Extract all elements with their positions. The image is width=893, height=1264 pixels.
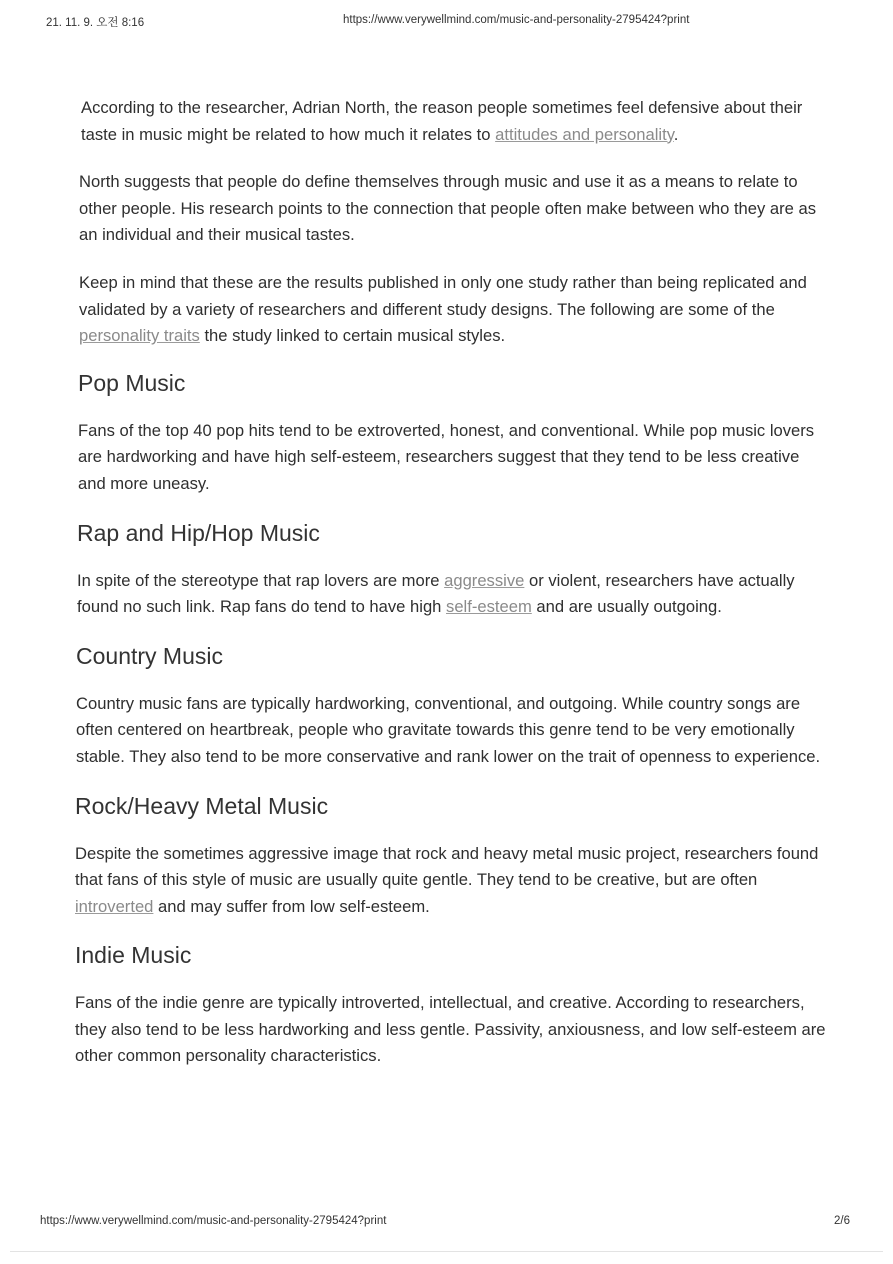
rock-music-paragraph [75, 841, 829, 921]
intro-paragraph-1 [81, 95, 829, 148]
heading-indie-music: Indie Music [75, 942, 192, 969]
paragraph-text: and are usually outgoing. [531, 597, 722, 617]
print-date: 21. 11. 9. 오전 8:16 [46, 17, 145, 29]
article-content [75, 95, 829, 1070]
rap-music-paragraph [77, 568, 829, 621]
heading-pop-music: Pop Music [78, 369, 186, 396]
print-header [0, 14, 893, 32]
intro-paragraph-2: North suggests that people do define themselves through music and use it as a means to relate to other people. His research points to the connection that people often make between who they are as an individual and their musical tastes. [79, 172, 817, 245]
paragraph-text: Keep in mind that these are the results published in only one study rather than being replicated and validated by a variety of researchers and different study designs. The following are some of the [79, 272, 807, 319]
print-header-url: https://www.verywellmind.com/music-and-personality-2795424?print [343, 14, 690, 26]
paragraph-text: and may suffer from low self-esteem. [153, 896, 430, 916]
paragraph-text: According to the researcher, Adrian North, the reason people sometimes feel defensive about their taste in music might be related to how much it relates to [81, 98, 803, 144]
page-bottom-divider [10, 1251, 883, 1252]
print-footer [0, 1215, 893, 1231]
print-footer-url: https://www.verywellmind.com/music-and-personality-2795424?print [40, 1215, 387, 1227]
page-number: 2/6 [834, 1215, 850, 1227]
paragraph-text: the study linked to certain musical styles. [199, 326, 506, 346]
link-attitudes-and-personality[interactable]: attitudes and personality [495, 124, 674, 144]
country-music-paragraph: Country music fans are typically hardworking, conventional, and outgoing. While country songs are often centered on heartbreak, people who gravitate towards this genre tend to be very emotionally stable. They also tend to be more conservative and rank lower on the trait of openness to experience. [76, 693, 821, 766]
heading-rap-hiphop-music: Rap and Hip/Hop Music [77, 519, 320, 546]
pop-music-paragraph: Fans of the top 40 pop hits tend to be extroverted, honest, and conventional. While pop music lovers are hardworking and have high self-esteem, researchers suggest that they tend to be less creative and more uneasy. [78, 420, 815, 493]
link-aggressive[interactable]: aggressive [444, 570, 525, 590]
paragraph-text: Despite the sometimes aggressive image that rock and heavy metal music project, researchers found that fans of this style of music are usually quite gentle. They tend to be creative, but are often [75, 843, 819, 890]
heading-country-music: Country Music [76, 642, 223, 669]
intro-paragraph-3 [79, 270, 829, 350]
paragraph-text: or violent, researchers have actually found no such link. Rap fans do tend to have high [77, 570, 795, 617]
indie-music-paragraph: Fans of the indie genre are typically introverted, intellectual, and creative. According to researchers, they also tend to be less hardworking and less gentle. Passivity, anxiousness, and low self-esteem are other common personality characteristics. [75, 993, 826, 1066]
heading-rock-heavy-metal-music: Rock/Heavy Metal Music [75, 792, 329, 819]
link-self-esteem[interactable]: self-esteem [446, 597, 532, 617]
paragraph-text: In spite of the stereotype that rap lovers are more [77, 570, 445, 590]
paragraph-text: . [673, 124, 679, 144]
link-introverted[interactable]: introverted [75, 896, 154, 916]
link-personality-traits[interactable]: personality traits [79, 326, 200, 346]
